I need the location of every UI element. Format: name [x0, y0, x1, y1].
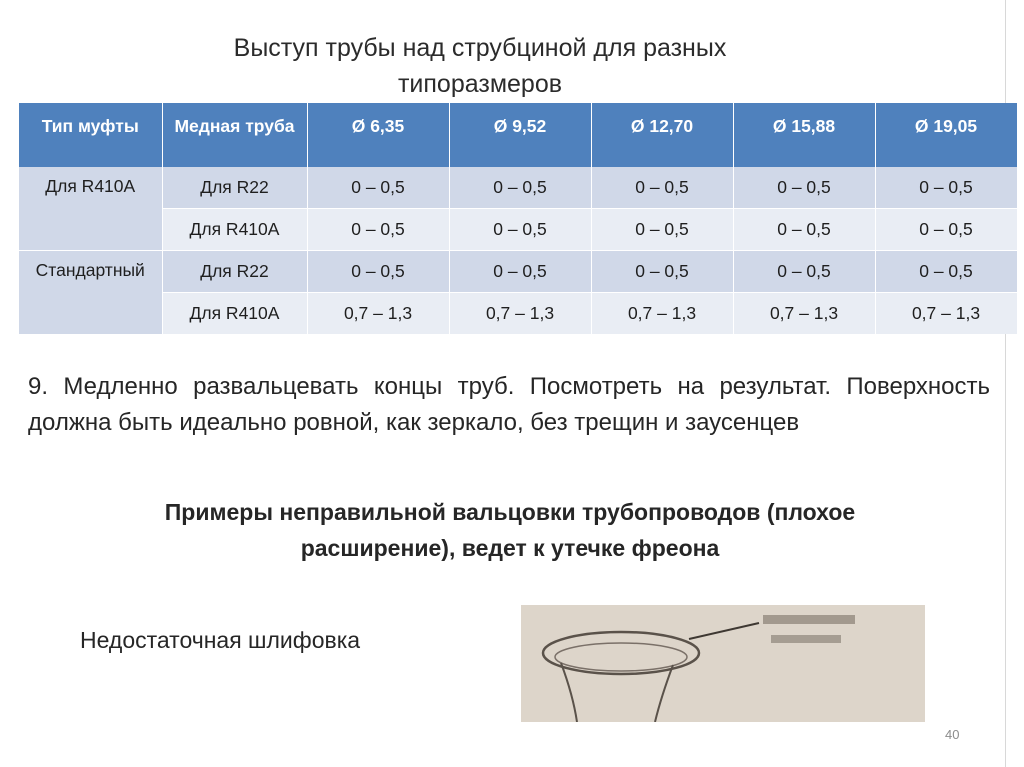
header-cell: Тип муфты: [19, 103, 162, 167]
header-cell: Ø 15,88: [733, 103, 875, 167]
table-cell: 0 – 0,5: [449, 251, 591, 293]
page-number: 40: [945, 727, 960, 742]
table-cell: 0 – 0,5: [591, 167, 733, 209]
table-cell: 0,7 – 1,3: [591, 293, 733, 335]
header-cell: Ø 19,05: [875, 103, 1017, 167]
flare-defect-photo: [521, 605, 925, 722]
table-cell: Для R410A: [162, 293, 307, 335]
table-cell: 0 – 0,5: [875, 251, 1017, 293]
table-cell: 0,7 – 1,3: [733, 293, 875, 335]
table-cell: 0 – 0,5: [307, 209, 449, 251]
table-row: [19, 167, 1017, 209]
table-cell: 0 – 0,5: [449, 167, 591, 209]
table-cell: 0 – 0,5: [733, 251, 875, 293]
table-cell: 0,7 – 1,3: [875, 293, 1017, 335]
table-cell: Для R410A: [162, 209, 307, 251]
table-cell: 0 – 0,5: [307, 251, 449, 293]
header-cell: Медная труба: [162, 103, 307, 167]
table-row: [19, 293, 1017, 335]
table-cell: 0 – 0,5: [733, 167, 875, 209]
instruction-paragraph: 9. Медленно развальцевать концы труб. Посмотреть на результат. Поверхность должна быть идеально ровной, как зеркало, без трещин и заусенцев: [28, 373, 990, 436]
table-cell: 0 – 0,5: [307, 167, 449, 209]
header-cell: Ø 12,70: [591, 103, 733, 167]
flare-sketch-image: [521, 605, 925, 722]
photo-caption: Недостаточная шлифовка: [80, 627, 361, 653]
table-cell: 0 – 0,5: [591, 251, 733, 293]
table-cell: 0 – 0,5: [875, 209, 1017, 251]
group-cell: Стандартный: [19, 251, 162, 335]
table-cell: 0 – 0,5: [875, 167, 1017, 209]
spec-table: [19, 103, 1018, 335]
table-cell: 0 – 0,5: [591, 209, 733, 251]
section-subheading: Примеры неправильной вальцовки трубопроводов (плохое расширение), ведет к утечке фреона: [164, 499, 856, 561]
table-row: [19, 251, 1017, 293]
table-cell: 0 – 0,5: [449, 209, 591, 251]
table-cell: Для R22: [162, 251, 307, 293]
slide-title: Выступ трубы над струбциной для разных типоразмеров: [233, 34, 727, 98]
table-cell: 0,7 – 1,3: [449, 293, 591, 335]
table-cell: Для R22: [162, 167, 307, 209]
table-header-row: [19, 103, 1017, 167]
header-cell: Ø 9,52: [449, 103, 591, 167]
table-cell: 0,7 – 1,3: [307, 293, 449, 335]
group-cell: Для R410A: [19, 167, 162, 251]
header-cell: Ø 6,35: [307, 103, 449, 167]
table-row: [19, 209, 1017, 251]
table-cell: 0 – 0,5: [733, 209, 875, 251]
